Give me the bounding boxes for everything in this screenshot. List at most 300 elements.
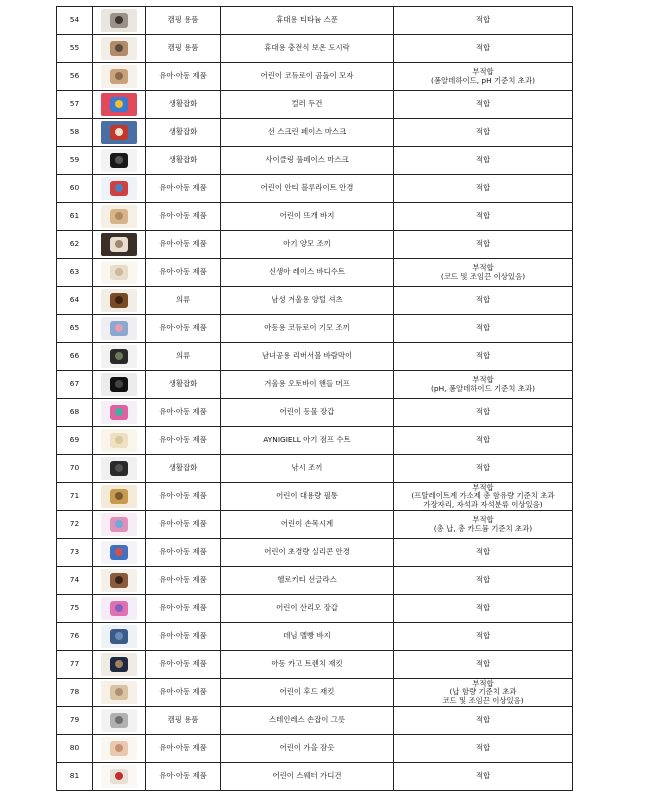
category-cell [146,651,221,679]
test-result-cell [394,343,573,371]
product-name-cell [221,231,394,259]
table-row [57,315,573,343]
row-number [57,679,93,707]
row-number [57,511,93,539]
table-row [57,175,573,203]
product-image-cell [93,63,146,91]
product-name-cell [221,399,394,427]
row-number [57,203,93,231]
category-text: 유아·아동 제품 [159,603,207,613]
test-result-cell [394,259,573,287]
product-name-cell [221,707,394,735]
product-image-cell [93,679,146,707]
fleece-shirt-photo [101,289,137,312]
category-cell [146,623,221,651]
product-name-cell [221,315,394,343]
test-result-cell [394,511,573,539]
product-image-cell [93,735,146,763]
product-image-cell [93,315,146,343]
product-name-text: 신생아 레이스 바디수트 [268,267,346,277]
test-result-cell [394,119,573,147]
result-reason: (총 납, 총 카드뮴 기준치 초과) [433,523,533,533]
result-verdict: 적합 [475,659,491,669]
table-row [57,623,573,651]
row-number [57,7,93,35]
bear-hat-photo [101,65,137,88]
result-reason: (pH, 폼알데하이드 기준치 초과) [431,383,535,393]
category-cell [146,259,221,287]
result-verdict: 적합 [475,715,491,725]
result-reason: (코드 및 조임끈 이상있음) [440,271,526,281]
category-text: 유아·아동 제품 [159,547,207,557]
category-cell [146,371,221,399]
result-text [394,264,572,280]
product-image-cell [93,7,146,35]
test-result-cell [394,287,573,315]
row-number [57,595,93,623]
result-text [394,352,572,360]
result-verdict: 적합 [475,547,491,557]
category-text: 생활잡화 [168,463,198,473]
table-row [57,707,573,735]
table-row [57,399,573,427]
product-name-text: 아동 카고 트렌치 재킷 [271,659,343,669]
product-image-cell [93,651,146,679]
test-result-cell [394,147,573,175]
row-number [57,483,93,511]
product-name-text: 아기 양모 조끼 [283,239,331,249]
row-number [57,91,93,119]
product-name-cell [221,287,394,315]
result-text [394,632,572,640]
result-text [394,484,572,509]
product-name-cell [221,147,394,175]
result-verdict: 부적합 [472,483,494,493]
row-number [57,343,93,371]
table-row [57,371,573,399]
result-text [394,376,572,392]
test-result-cell [394,175,573,203]
result-text [394,156,572,164]
table-row [57,511,573,539]
result-verdict: 적합 [475,99,491,109]
product-name-text: 헬로키티 선글라스 [277,575,337,585]
category-cell [146,175,221,203]
row-number [57,371,93,399]
result-text [394,744,572,752]
result-verdict: 적합 [475,603,491,613]
category-cell [146,315,221,343]
result-text [394,16,572,24]
result-text [394,464,572,472]
table-row [57,343,573,371]
result-reason: (폼알데하이드, pH 기준치 초과) [431,75,535,85]
category-text: 의류 [175,295,191,305]
row-number-text: 80 [69,743,80,753]
result-text [394,772,572,780]
product-name-cell [221,427,394,455]
row-number [57,735,93,763]
pencil-case-photo [101,485,137,508]
test-result-cell [394,35,573,63]
result-verdict: 적합 [475,183,491,193]
product-name-cell [221,35,394,63]
row-number [57,455,93,483]
hood-jacket-photo [101,681,137,704]
category-text: 의류 [175,351,191,361]
product-name-text: 아동용 코듀로이 기모 조끼 [264,323,350,333]
result-text [394,408,572,416]
test-result-cell [394,651,573,679]
sunglasses-photo [101,569,137,592]
row-number [57,147,93,175]
test-result-cell [394,763,573,791]
result-verdict: 부적합 [472,67,494,77]
balaclava-photo [101,149,137,172]
category-text: 유아·아동 제품 [159,239,207,249]
product-name-text: 휴대용 충전식 보온 도시락 [264,43,350,53]
row-number-text: 59 [69,155,80,165]
result-verdict: 적합 [475,771,491,781]
trench-jacket-photo [101,653,137,676]
product-image-cell [93,623,146,651]
category-cell [146,427,221,455]
results-table-sheet [56,6,572,791]
test-result-cell [394,231,573,259]
product-image-cell [93,707,146,735]
product-image-cell [93,287,146,315]
product-image-cell [93,147,146,175]
row-number [57,427,93,455]
product-name-text: 데님 멜빵 바지 [283,631,331,641]
result-text [394,212,572,220]
row-number [57,259,93,287]
result-reason: (납 함량 기준치 초과 [449,687,517,697]
category-text: 유아·아동 제품 [159,267,207,277]
result-verdict: 적합 [475,295,491,305]
row-number-text: 67 [69,379,80,389]
row-number-text: 61 [69,211,80,221]
product-name-cell [221,679,394,707]
titanium-spoon-photo [101,9,137,32]
result-text [394,324,572,332]
result-verdict: 부적합 [472,679,494,689]
table-row [57,63,573,91]
product-image-cell [93,175,146,203]
result-text [394,184,572,192]
product-image-cell [93,371,146,399]
row-number [57,63,93,91]
jumpsuit-photo [101,429,137,452]
handle-muff-photo [101,373,137,396]
category-text: 유아·아동 제품 [159,659,207,669]
result-verdict: 적합 [475,239,491,249]
category-text: 생활잡화 [168,379,198,389]
product-name-text: 어린이 손목시계 [280,519,334,529]
product-image-cell [93,35,146,63]
product-name-cell [221,91,394,119]
result-verdict: 부적합 [472,263,494,273]
category-text: 생활잡화 [168,127,198,137]
category-cell [146,119,221,147]
result-verdict: 부적합 [472,375,494,385]
category-text: 유아·아동 제품 [159,407,207,417]
product-image-cell [93,427,146,455]
product-name-text: 남녀공용 리버서블 바람막이 [261,351,353,361]
row-number-text: 64 [69,295,80,305]
test-result-cell [394,455,573,483]
knit-pants-photo [101,205,137,228]
result-verdict: 적합 [475,463,491,473]
row-number [57,623,93,651]
row-number [57,399,93,427]
category-text: 유아·아동 제품 [159,491,207,501]
product-image-cell [93,399,146,427]
row-number-text: 54 [69,15,80,25]
face-mask-photo [101,121,137,144]
result-text [394,660,572,668]
result-verdict: 적합 [475,211,491,221]
product-name-text: 스테인레스 손잡이 그릇 [268,715,346,725]
product-name-text: 어린이 후드 재킷 [279,687,335,697]
table-row [57,735,573,763]
result-text [394,68,572,84]
table-row [57,651,573,679]
denim-overalls-photo [101,625,137,648]
table-row [57,35,573,63]
product-name-cell [221,455,394,483]
row-number-text: 60 [69,183,80,193]
test-result-cell [394,679,573,707]
corduroy-vest-photo [101,317,137,340]
table-row [57,567,573,595]
category-text: 유아·아동 제품 [159,183,207,193]
result-verdict: 적합 [475,435,491,445]
result-verdict: 적합 [475,127,491,137]
row-number-text: 55 [69,43,80,53]
product-name-text: 어린이 안티 블루라이트 안경 [260,183,354,193]
category-cell [146,343,221,371]
product-name-text: 어린이 동물 장갑 [279,407,335,417]
row-number-text: 72 [69,519,80,529]
table-row [57,763,573,791]
category-cell [146,567,221,595]
row-number-text: 78 [69,687,80,697]
table-row [57,231,573,259]
row-number-text: 76 [69,631,80,641]
result-verdict: 적합 [475,575,491,585]
table-row [57,679,573,707]
product-image-cell [93,259,146,287]
row-number [57,315,93,343]
row-number-text: 57 [69,99,80,109]
category-text: 유아·아동 제품 [159,435,207,445]
test-result-cell [394,539,573,567]
product-name-cell [221,511,394,539]
category-text: 유아·아동 제품 [159,323,207,333]
category-cell [146,455,221,483]
row-number [57,175,93,203]
table-body [57,7,573,791]
table-row [57,7,573,35]
category-cell [146,203,221,231]
row-number [57,567,93,595]
table-row [57,119,573,147]
category-text: 유아·아동 제품 [159,519,207,529]
category-cell [146,287,221,315]
kids-watch-photo [101,513,137,536]
product-name-text: 어린이 산리오 장갑 [276,603,338,613]
product-name-cell [221,343,394,371]
row-number-text: 71 [69,491,80,501]
table-row [57,539,573,567]
row-number [57,651,93,679]
category-cell [146,511,221,539]
row-number-text: 56 [69,71,80,81]
table-row [57,595,573,623]
category-cell [146,595,221,623]
result-verdict: 적합 [475,631,491,641]
table-row [57,203,573,231]
result-text [394,516,572,532]
wool-vest-photo [101,233,137,256]
product-name-cell [221,651,394,679]
pajama-photo [101,737,137,760]
result-reason: (프탈레이트계 가소제 총 함유량 기준치 초과 [411,491,555,501]
result-text [394,680,572,705]
category-cell [146,483,221,511]
product-name-cell [221,119,394,147]
row-number-text: 81 [69,771,80,781]
product-image-cell [93,763,146,791]
product-name-text: 낚시 조끼 [291,463,323,473]
result-reason: 코드 및 조임끈 이상있음) [442,695,524,705]
test-result-cell [394,735,573,763]
test-result-cell [394,203,573,231]
result-verdict: 적합 [475,155,491,165]
row-number [57,231,93,259]
test-result-cell [394,399,573,427]
table-row [57,287,573,315]
test-results-table [56,6,573,791]
result-text [394,436,572,444]
product-image-cell [93,483,146,511]
result-text [394,576,572,584]
test-result-cell [394,63,573,91]
row-number-text: 79 [69,715,80,725]
category-text: 유아·아동 제품 [159,687,207,697]
product-name-cell [221,203,394,231]
test-result-cell [394,7,573,35]
category-text: 유아·아동 제품 [159,575,207,585]
windbreaker-photo [101,345,137,368]
product-image-cell [93,539,146,567]
row-number [57,707,93,735]
test-result-cell [394,623,573,651]
result-text [394,716,572,724]
category-cell [146,147,221,175]
category-text: 유아·아동 제품 [159,71,207,81]
lace-bodysuit-photo [101,261,137,284]
category-cell [146,399,221,427]
row-number-text: 77 [69,659,80,669]
sanrio-gloves-photo [101,597,137,620]
result-verdict: 적합 [475,351,491,361]
product-name-cell [221,63,394,91]
result-verdict: 적합 [475,323,491,333]
product-name-cell [221,7,394,35]
result-verdict: 적합 [475,407,491,417]
lunchbox-photo [101,37,137,60]
test-result-cell [394,371,573,399]
product-name-text: 어린이 뜨개 바지 [279,211,335,221]
category-cell [146,63,221,91]
row-number [57,763,93,791]
row-number-text: 62 [69,239,80,249]
row-number-text: 74 [69,575,80,585]
table-row [57,427,573,455]
table-row [57,483,573,511]
test-result-cell [394,483,573,511]
category-cell [146,35,221,63]
product-name-text: 어린이 대용량 필통 [276,491,338,501]
category-text: 유아·아동 제품 [159,211,207,221]
product-name-text: 어린이 초경량 실리콘 안경 [264,547,350,557]
test-result-cell [394,707,573,735]
product-name-text: 컬러 두건 [291,99,323,109]
product-name-cell [221,259,394,287]
product-name-cell [221,763,394,791]
silicone-glasses-photo [101,541,137,564]
result-verdict: 적합 [475,743,491,753]
fishing-vest-photo [101,457,137,480]
category-text: 캠핑 용품 [167,715,199,725]
product-name-text: 휴대용 티타늄 스푼 [276,15,338,25]
result-verdict: 적합 [475,43,491,53]
table-row [57,455,573,483]
category-cell [146,707,221,735]
test-result-cell [394,427,573,455]
row-number [57,539,93,567]
product-image-cell [93,91,146,119]
category-text: 생활잡화 [168,99,198,109]
table-row [57,147,573,175]
row-number-text: 68 [69,407,80,417]
category-cell [146,7,221,35]
category-cell [146,679,221,707]
row-number-text: 75 [69,603,80,613]
category-cell [146,539,221,567]
row-number-text: 66 [69,351,80,361]
product-name-cell [221,175,394,203]
product-name-cell [221,539,394,567]
result-verdict: 적합 [475,15,491,25]
result-reason: 가장자리, 자석과 자석분류 이상있음) [423,499,543,509]
result-text [394,44,572,52]
category-cell [146,231,221,259]
result-text [394,240,572,248]
row-number-text: 69 [69,435,80,445]
product-name-text: 사이클링 풀페이스 마스크 [265,155,349,165]
product-image-cell [93,203,146,231]
product-name-text: AYNIGIELL 아기 점프 수트 [263,435,351,445]
product-image-cell [93,511,146,539]
category-cell [146,763,221,791]
product-image-cell [93,455,146,483]
product-name-text: 남성 겨울용 양털 셔츠 [271,295,343,305]
product-name-cell [221,595,394,623]
row-number [57,35,93,63]
